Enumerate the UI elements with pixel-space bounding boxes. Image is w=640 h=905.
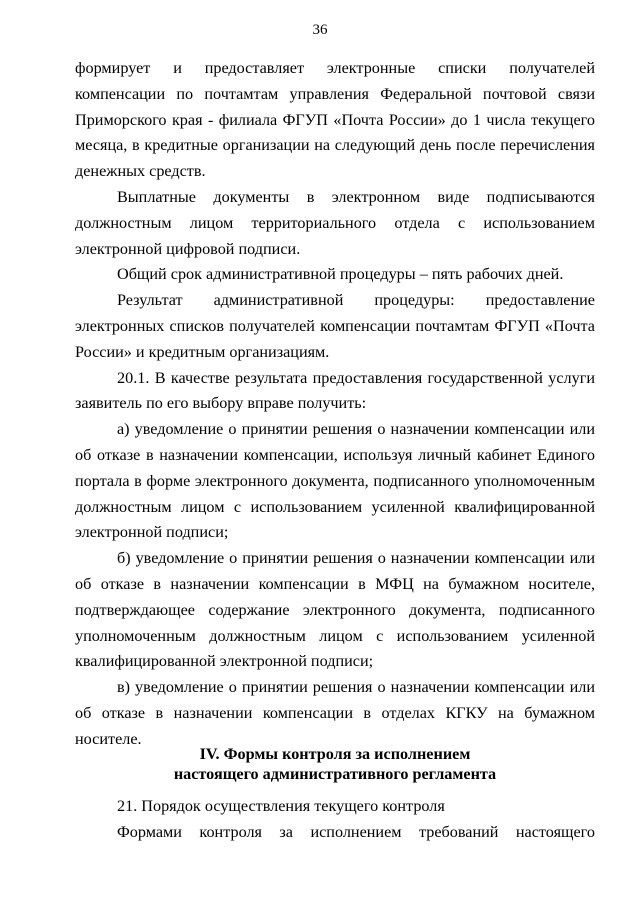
paragraph-result: Результат административной процедуры: предоставление электронных списков получателей компенсации почтамтам ФГУП «Почта России» и кредитным организациям. (75, 291, 595, 361)
paragraph-item-b: б) уведомление о принятии решения о назначении компенсации или об отказе в назначении компенсации в МФЦ на бумажном носителе, подтверждающее содержание электронного документа, подписанного уполномоченным должностным лицом с использованием усиленной квалифицированной электронной подписи; (75, 549, 595, 671)
paragraph-control-forms: Формами контроля за исполнением требований настоящего (117, 822, 595, 841)
section-heading (75, 744, 595, 784)
paragraph-duration: Общий срок административной процедуры – пять рабочих дней. (117, 265, 564, 284)
paragraph-signature: Выплатные документы в электронном виде подписываются должностным лицом территориального отдела с использованием электронной цифровой подписи. (75, 187, 595, 258)
paragraph-item-a: а) уведомление о принятии решения о назначении компенсации или об отказе в назначении компенсации, используя личный кабинет Единого портала в форме электронного документа, подписанного уполномоченным должностным лицом с использованием усиленной квалифицированной электронной подписи; (75, 420, 595, 542)
section-text (75, 794, 595, 846)
paragraph-20-1: 20.1. В качестве результата предоставления государственной услуги заявитель по его выбору вправе получить: (75, 368, 595, 413)
paragraph-item-c: в) уведомление о принятии решения о назначении компенсации или об отказе в назначении компенсации в отделах КГКУ на бумажном носителе. (75, 678, 595, 748)
section-heading-line-1: IV. Формы контроля за исполнением (199, 745, 471, 763)
page-number: 36 (312, 22, 328, 38)
section-heading-line-2: настоящего административного регламента (173, 765, 497, 783)
paragraph-21: 21. Порядок осуществления текущего контроля (117, 797, 445, 815)
paragraph-continuation: формирует и предоставляет электронные списки получателей компенсации по почтамтам управления Федеральной почтовой связи Приморского края - филиала ФГУП «Почта России» до 1 числа текущего месяца, в кредитные организации на следующий день после перечисления денежных средств. (75, 59, 595, 181)
body-text (75, 56, 595, 753)
